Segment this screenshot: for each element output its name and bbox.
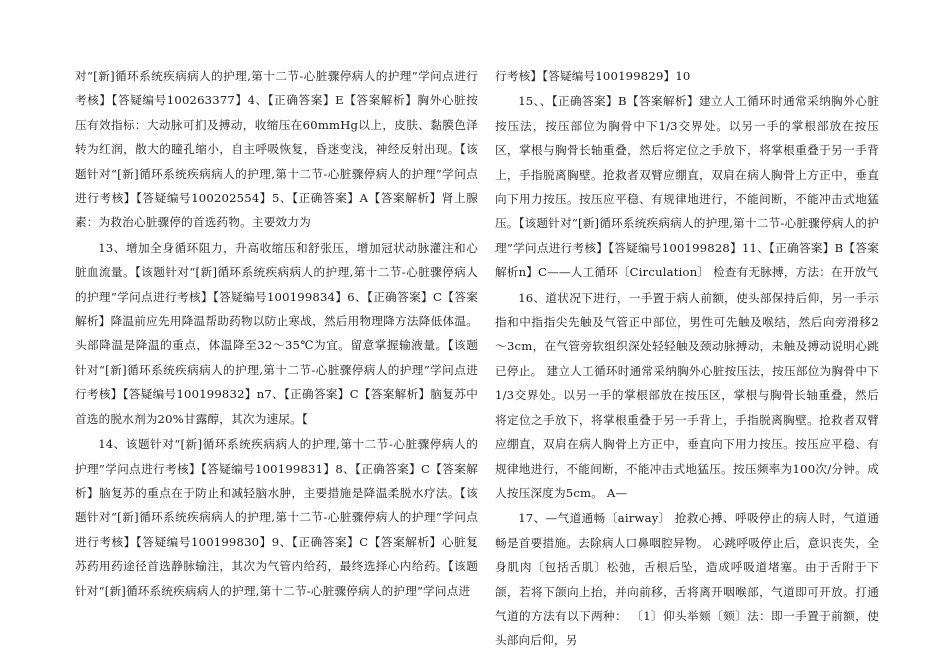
paragraph: 行考核】【答疑编号100199829】10 bbox=[495, 69, 691, 83]
paragraph: 对“[新]循环系统疾病病人的护理,第十二节-心脏骤停病人的护理”学问点进行考核】【答疑编号100263377】4、【正确答案】E【答案解析】胸外心脏按压有效指标：大动脉可扪及搏动，收缩压在60mmHg以上，皮肤、黏膜色泽转为红润，散大的瞳孔缩小，自主呼吸恢复，昏迷变浅，神经反射出现。【该题针对“[新]循环系统疾病病人的护理,第十二节-心脏骤停病人的护理”学问点进行考核】【答疑编号100202554】5、【正确答案】A【答案解析】肾上腺素：为救治心脏骤停的首选药物。主要效力为 bbox=[75, 69, 478, 230]
paragraph: 16、道状况下进行，一手置于病人前额，使头部保持后仰，另一手示指和中指指尖先触及气管正中部位，男性可先触及喉结，然后向旁滑移2～3cm，在气管旁软组织深处轻轻触及颈动脉搏动，未触及搏动说明心跳已停止。 建立人工循环时通常采纳胸外心脏按压法，按压部位为胸骨中下1/3交界处。以另一手的掌根部放在按压区，掌根与胸骨长轴重叠，然后将定位之手放下，将掌根重叠于另一手背上，手指脱离胸壁。抢救者双臂应绷直，双肩在病人胸骨上方正中，垂直向下用力按压。按压应平稳、有规律地进行，不能间断，不能冲击式地猛压。按压频率为100次/分钟。成人按压深度为5cm。 A— bbox=[495, 290, 879, 500]
paragraph: 14、该题针对“[新]循环系统疾病病人的护理,第十二节-心脏骤停病人的护理”学问点进行考核】【答疑编号100199831】8、【正确答案】C【答案解析】脑复苏的重点在于防止和减轻脑水肿，主要措施是降温柔脱水疗法。【该题针对“[新]循环系统疾病病人的护理,第十二节-心脏骤停病人的护理”学问点进行考核】【答疑编号100199830】9、【正确答案】C【答案解析】心脏复苏药用药途径首选静脉输注，其次为气管内给药，最终选择心内给药。【该题针对“[新]循环系统疾病病人的护理,第十二节-心脏骤停病人的护理”学问点进 bbox=[75, 437, 478, 598]
right-column bbox=[495, 64, 879, 654]
paragraph: 17、—气道通畅〔airway〕 抢救心搏、呼吸停止的病人时，气道通畅是首要措施。去除病人口鼻咽腔异物。 心跳呼吸停止后，意识丧失，全身肌肉〔包括舌肌〕松弛，舌根后坠，造成呼吸道堵塞。由于舌附于下颌，若将下颌向上抬，并向前移，舌将离开咽喉部，气道即可开放。打通气道的方法有以下两种： 〔1〕仰头举颏〔颏〕法：即一手置于前额，使头部向后仰，另 bbox=[495, 511, 879, 648]
paragraph: 15、、【正确答案】B【答案解析】建立人工循环时通常采纳胸外心脏按压法，按压部位为胸骨中下1/3交界处。以另一手的掌根部放在按压区，掌根与胸骨长轴重叠，然后将定位之手放下，将掌根重叠于另一手背上，手指脱离胸壁。抢救者双臂应绷直，双肩在病人胸骨上方正中，垂直向下用力按压。按压应平稳、有规律地进行，不能间断，不能冲击式地猛压。【该题针对“[新]循环系统疾病病人的护理,第十二节-心脏骤停病人的护理”学问点进行考核】【答疑编号100199828】11、【正确答案】B【答案解析n】C——人工循环〔Circulation〕 检查有无脉搏，方法：在开放气 bbox=[495, 94, 879, 280]
left-column bbox=[75, 64, 478, 604]
paragraph: 13、增加全身循环阻力，升高收缩压和舒张压，增加冠状动脉灌注和心脏血流量。【该题针对“[新]循环系统疾病病人的护理,第十二节-心脏骤停病人的护理”学问点进行考核】【答疑编号100199834】6、【正确答案】C【答案解析】降温前应先用降温帮助药物以防止寒战，然后用物理降方法降低体温。头部降温是降温的重点，体温降至32～35℃为宜。留意掌握输液量。【该题针对“[新]循环系统疾病病人的护理,第十二节-心脏骤停病人的护理”学问点进行考核】【答疑编号100199832】n7、【正确答案】C【答案解析】脑复苏中首选的脱水剂为20%甘露醇，其次为速尿。【 bbox=[75, 240, 478, 426]
